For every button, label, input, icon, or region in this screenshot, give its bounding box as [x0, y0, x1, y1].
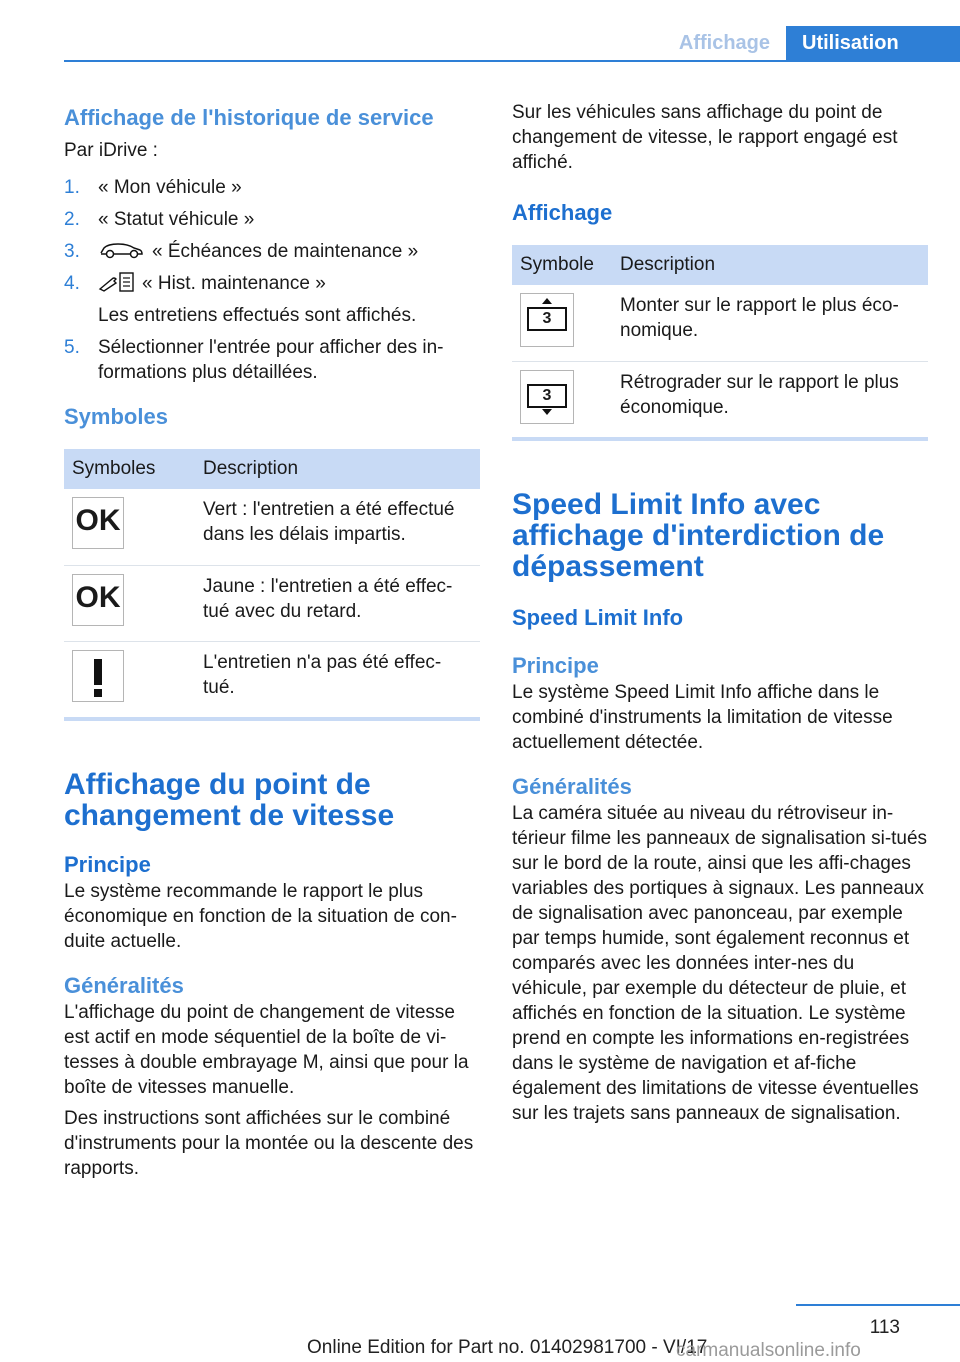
step-number: 2. — [64, 209, 80, 230]
principe-text-right: Le système Speed Limit Info affiche dans le combiné d'instruments la limitation de vitesse actuellement détectée. — [512, 682, 893, 753]
generalites-heading-right: Généralités — [512, 774, 632, 799]
table-cell: L'entretien n'a pas été effec-tué. — [203, 651, 442, 698]
table-bottom-rule — [512, 437, 928, 441]
idrive-intro: Par iDrive : — [64, 140, 158, 161]
sli-heading: Speed Limit Info — [512, 605, 684, 630]
ok-yellow-symbol: OK — [72, 574, 124, 626]
step-number: 5. — [64, 337, 80, 358]
generalites-heading: Généralités — [64, 973, 184, 998]
table-row — [512, 285, 928, 361]
history-heading: Affichage de l'historique de service — [64, 105, 434, 130]
step-text: « Mon véhicule » — [98, 177, 242, 198]
generalites-paragraph-1: L'affichage du point de changement de vitesse est actif en mode séquentiel de la boîte de vi-tesses à double embrayage M, ainsi que pour la boîte de vitesses manuelle. — [64, 1002, 469, 1098]
step-number: 4. — [64, 273, 80, 294]
step-text: « Hist. maintenance » — [142, 273, 326, 294]
car-icon — [98, 240, 144, 260]
table-row — [64, 565, 480, 641]
symbols-heading: Symboles — [64, 404, 168, 429]
gear-down-icon: 3 — [520, 370, 574, 424]
steps-list — [64, 175, 480, 385]
table-row — [64, 489, 480, 565]
speed-limit-heading: Speed Limit Info avec affichage d'interdiction de dépassement — [512, 488, 885, 583]
right-intro: Sur les véhicules sans affichage du point de changement de vitesse, le rapport engagé est affiché. — [512, 102, 898, 173]
list-item — [64, 175, 480, 200]
ok-green-symbol: OK — [72, 497, 124, 549]
service-history-icon — [98, 271, 136, 293]
step-text: « Échéances de maintenance » — [152, 241, 419, 262]
table-bottom-rule — [64, 717, 480, 721]
principe-heading: Principe — [64, 852, 151, 877]
table-cell: Jaune : l'entretien a été effec-tué avec du retard. — [195, 565, 480, 641]
left-column — [64, 100, 480, 1187]
gearshift-heading: Affichage du point de changement de vitesse — [64, 768, 395, 832]
footer-rule — [796, 1304, 960, 1306]
step-note: Les entretiens effectués sont affichés. — [98, 305, 417, 326]
exclamation-icon — [72, 650, 124, 702]
table-header: Description — [195, 449, 480, 489]
generalites-paragraph-2: Des instructions sont affichées sur le combiné d'instruments pour la montée ou la descente des rapports. — [64, 1108, 474, 1179]
table-row — [512, 361, 928, 437]
right-column — [512, 100, 928, 1132]
table-cell: Vert : l'entretien a été effectué dans les délais impartis. — [195, 489, 480, 565]
generalites-text-right: La caméra située au niveau du rétroviseur in-térieur filme les panneaux de signalisation si-tués sur le bord de la route, ainsi que les affi-chages variables des portiques à signaux. Les panneaux de signalisation avec panonceau, par exemple par temps humide, sont également reconnus et comparés avec les données inter-nes du véhicule, par exemple du détecteur de pluie, et affichés en fonction de la situation. Le système prend en compte les informations en-registrées dans le système de navigation et af-fiche également des limitations de vitesse éventuelles sur les trajets sans panneaux de signalisation. — [512, 803, 928, 1124]
step-text: « Statut véhicule » — [98, 209, 255, 230]
list-item — [64, 239, 480, 264]
header-rule — [64, 60, 960, 62]
step-number: 3. — [64, 241, 80, 262]
gear-up-icon: 3 — [520, 293, 574, 347]
table-row — [64, 641, 480, 717]
step-text: Sélectionner l'entrée pour afficher des in-formations plus détaillées. — [98, 337, 444, 383]
header-section-tab[interactable]: Affichage — [678, 32, 770, 54]
table-header: Symboles — [64, 449, 195, 489]
symbols-table — [64, 449, 480, 717]
affichage-heading: Affichage — [512, 200, 613, 225]
table-cell: Monter sur le rapport le plus éco-nomique. — [612, 285, 928, 361]
principe-heading-right: Principe — [512, 653, 599, 678]
table-header: Symbole — [512, 245, 612, 285]
table-header: Description — [612, 245, 928, 285]
list-item — [64, 335, 480, 385]
watermark: carmanualsonline.info — [676, 1340, 861, 1361]
principe-text: Le système recommande le rapport le plus économique en fonction de la situation de con-duite actuelle. — [64, 881, 457, 952]
list-item — [64, 271, 480, 328]
page-header — [663, 26, 960, 61]
list-item — [64, 207, 480, 232]
step-number: 1. — [64, 177, 80, 198]
page-number: 113 — [869, 1317, 900, 1338]
table-cell: Rétrograder sur le rapport le plus économique. — [620, 371, 899, 418]
header-chapter-tab[interactable]: Utilisation — [786, 26, 960, 61]
gear-table — [512, 245, 928, 437]
edition-line: Online Edition for Part no. 01402981700 - VI/17 — [307, 1337, 708, 1358]
